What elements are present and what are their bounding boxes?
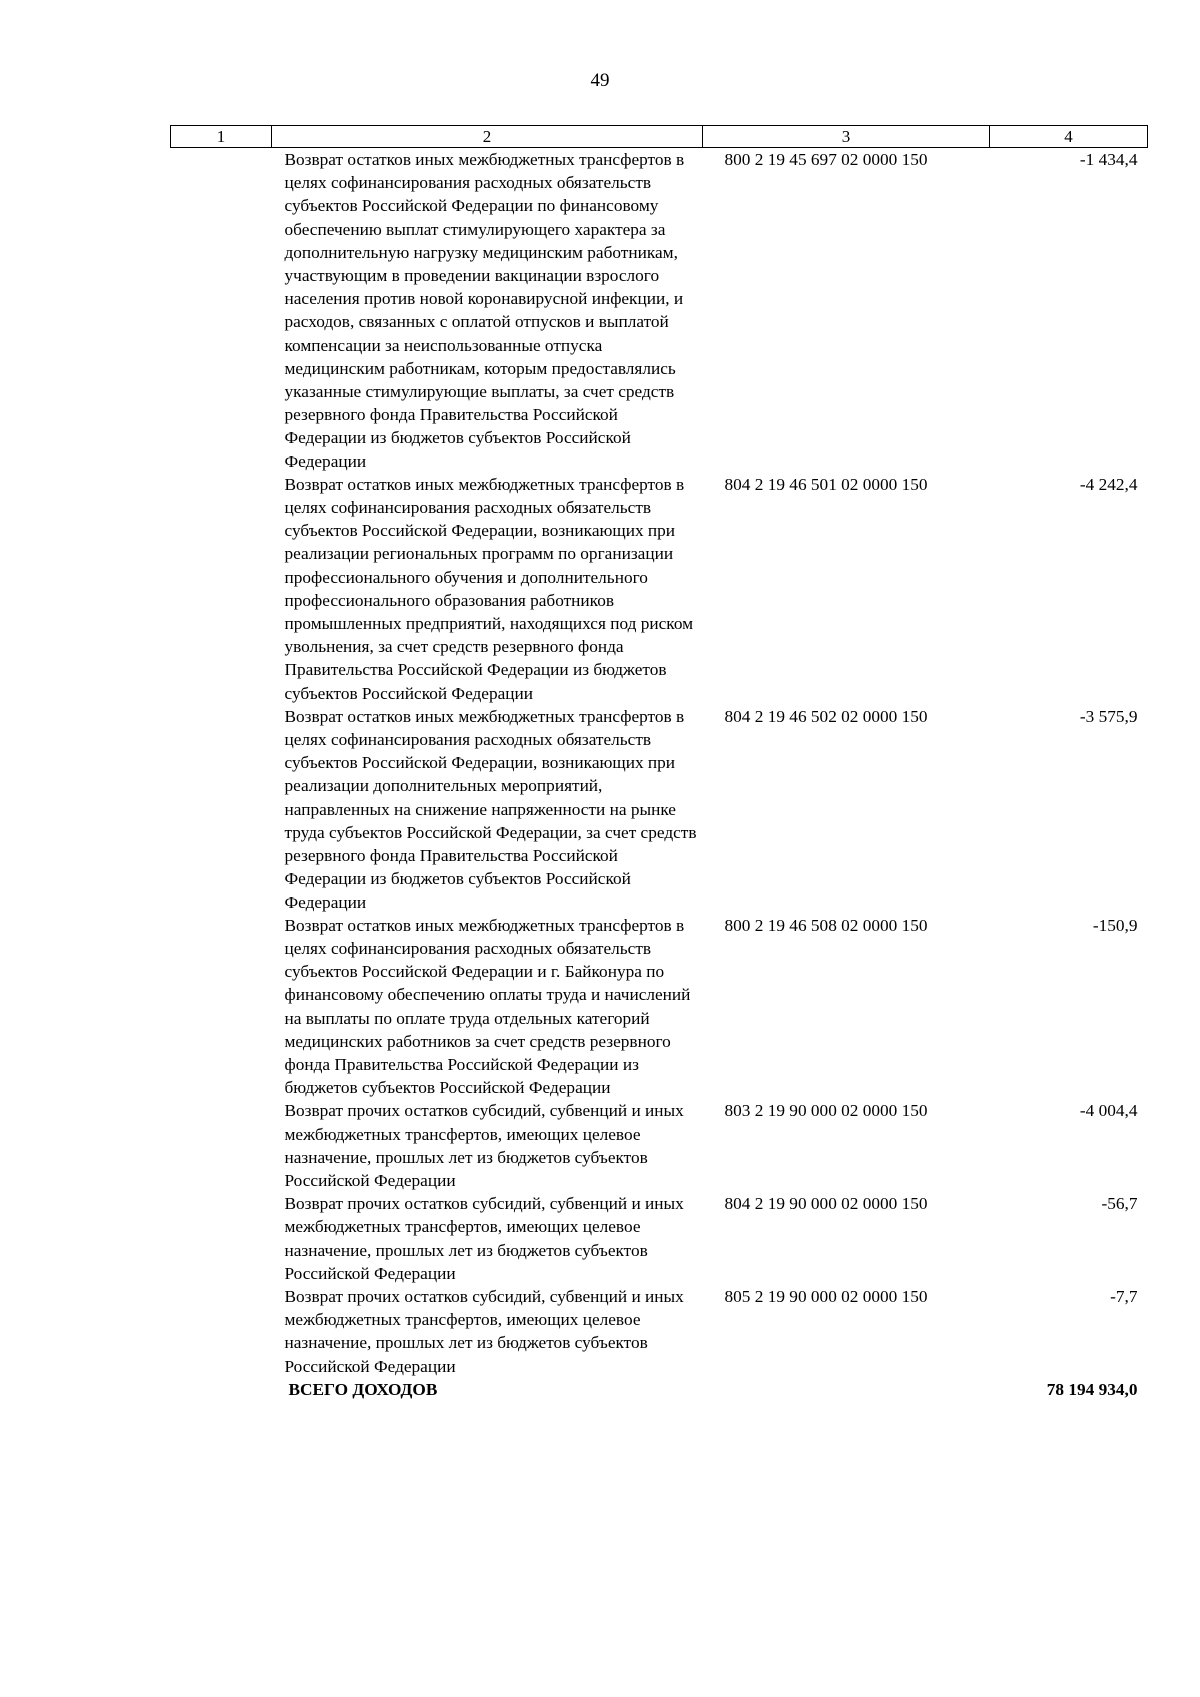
row-number-cell [171, 473, 272, 705]
total-empty-code-cell [703, 1378, 990, 1401]
table-body [171, 148, 1148, 1401]
table-row [171, 914, 1148, 1100]
header-col-1: 1 [171, 126, 272, 148]
amount-cell: -3 575,9 [1079, 706, 1138, 726]
header-col-4: 4 [990, 126, 1148, 148]
table-row [171, 705, 1148, 914]
budget-code-cell: 804 2 19 46 502 02 0000 150 [724, 706, 928, 726]
header-col-2: 2 [272, 126, 703, 148]
budget-code-cell: 804 2 19 46 501 02 0000 150 [724, 474, 928, 494]
amount-cell: -56,7 [1101, 1194, 1138, 1214]
row-number-cell [171, 1285, 272, 1378]
header-col-3: 3 [703, 126, 990, 148]
table-row [171, 1099, 1148, 1192]
budget-sheet [170, 125, 1147, 1401]
revenue-name-cell: Возврат прочих остатков субсидий, субвенций и иных межбюджетных трансфертов, имеющих целевое назначение, прошлых лет из бюджетов субъектов Российской Федерации [284, 1194, 684, 1283]
amount-cell: -1 434,4 [1079, 150, 1138, 169]
total-row [171, 1378, 1148, 1401]
header-row [171, 126, 1148, 148]
amount-cell: -7,7 [1110, 1286, 1138, 1306]
budget-code-cell: 805 2 19 90 000 02 0000 150 [724, 1286, 928, 1306]
budget-code-cell: 800 2 19 45 697 02 0000 150 [724, 150, 928, 169]
revenue-name-cell: Возврат остатков иных межбюджетных трансфертов в целях софинансирования расходных обязательств субъектов Российской Федерации по финансовому обеспечению выплат стимулирующего характера за дополнительную нагрузку медицинским работникам, участвующим в проведении вакцинации взрослого населения против новой коронавирусной инфекции, и расходов, связанных с оплатой отпусков и выплатой компенсации за неиспользованные отпуска медицинским работникам, которым предоставлялись указанные стимулирующие выплаты, за счет средств резервного фонда Правительства Российской Федерации из бюджетов субъектов Российской Федерации [284, 150, 685, 471]
budget-code-cell: 800 2 19 46 508 02 0000 150 [724, 915, 928, 935]
total-amount: 78 194 934,0 [1046, 1379, 1138, 1399]
table-header [171, 126, 1148, 148]
table-row [171, 1285, 1148, 1378]
row-number-cell [171, 1192, 272, 1285]
budget-code-cell: 804 2 19 90 000 02 0000 150 [724, 1194, 928, 1214]
table-row [171, 148, 1148, 473]
page-number: 49 [590, 70, 610, 91]
table-row [171, 473, 1148, 705]
revenue-name-cell: Возврат прочих остатков субсидий, субвенций и иных межбюджетных трансфертов, имеющих целевое назначение, прошлых лет из бюджетов субъектов Российской Федерации [284, 1101, 684, 1190]
revenue-table [170, 125, 1148, 1401]
row-number-cell [171, 1099, 272, 1192]
revenue-name-cell: Возврат остатков иных межбюджетных трансфертов в целях софинансирования расходных обязательств субъектов Российской Федерации, возникающих при реализации региональных программ по организации профессионального обучения и дополнительного профессионального образования работников промышленных предприятий, находящихся под риском увольнения, за счет средств резервного фонда Правительства Российской Федерации из бюджетов субъектов Российской Федерации [284, 474, 694, 703]
amount-cell: -4 242,4 [1079, 474, 1138, 494]
row-number-cell [171, 914, 272, 1100]
amount-cell: -4 004,4 [1079, 1101, 1138, 1121]
amount-cell: -150,9 [1092, 915, 1138, 935]
revenue-name-cell: Возврат остатков иных межбюджетных трансфертов в целях софинансирования расходных обязательств субъектов Российской Федерации, возникающих при реализации дополнительных мероприятий, направленных на снижение напряженности на рынке труда субъектов Российской Федерации, за счет средств резервного фонда Правительства Российской Федерации из бюджетов субъектов Российской Федерации [284, 706, 697, 912]
total-label: ВСЕГО ДОХОДОВ [288, 1379, 438, 1399]
row-number-cell [171, 148, 272, 473]
revenue-name-cell: Возврат остатков иных межбюджетных трансфертов в целях софинансирования расходных обязательств субъектов Российской Федерации и г. Байконура по финансовому обеспечению оплаты труда и начислений на выплаты по оплате труда отдельных категорий медицинских работников за счет средств резервного фонда Правительства Российской Федерации из бюджетов субъектов Российской Федерации [284, 915, 691, 1098]
row-number-cell [171, 705, 272, 914]
table-row [171, 1192, 1148, 1285]
total-empty-cell [171, 1378, 272, 1401]
budget-code-cell: 803 2 19 90 000 02 0000 150 [724, 1101, 928, 1121]
revenue-name-cell: Возврат прочих остатков субсидий, субвенций и иных межбюджетных трансфертов, имеющих целевое назначение, прошлых лет из бюджетов субъектов Российской Федерации [284, 1286, 684, 1376]
